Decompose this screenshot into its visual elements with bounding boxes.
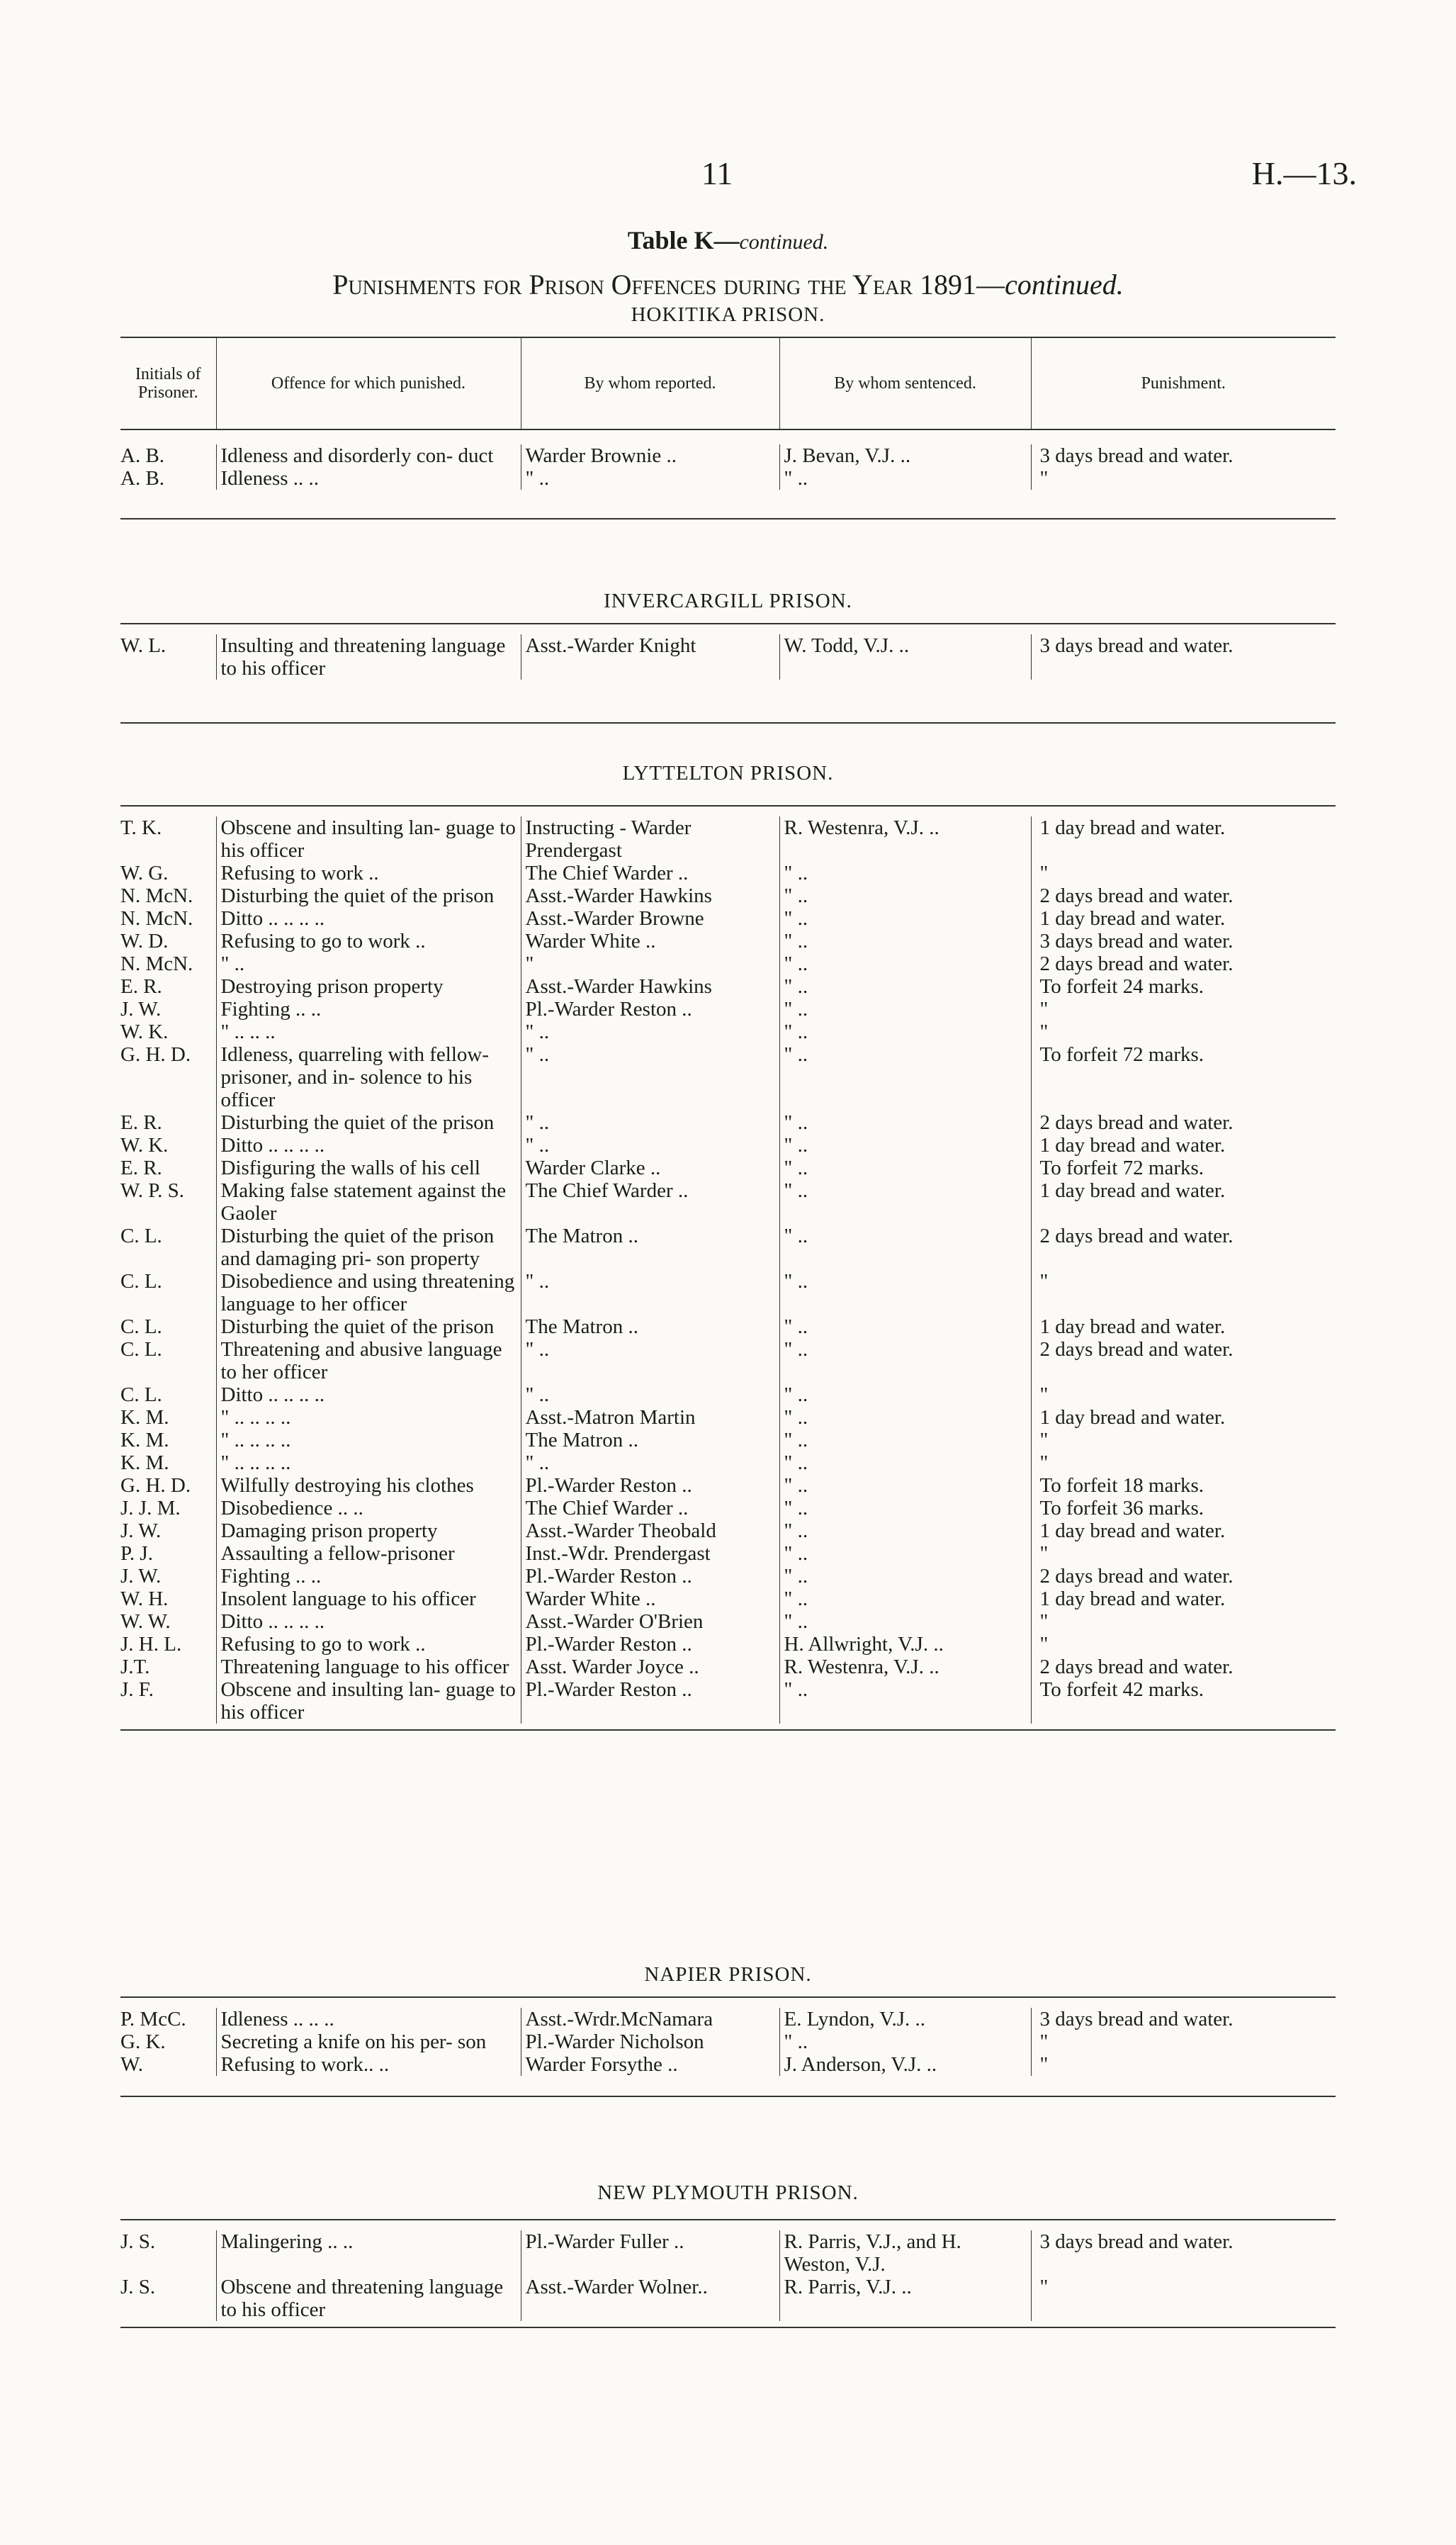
table-row: E. R. Disfiguring the walls of his cell Warder Clarke .. " .. To forfeit 72 marks. <box>120 1157 1336 1179</box>
table-row: C. L. Disobedience and using threatening language to her officer " .. " .. " <box>120 1270 1336 1315</box>
punishments-table <box>120 623 1336 724</box>
table-row: W. K. Ditto .. .. .. .. " .. " .. 1 day bread and water. <box>120 1134 1336 1157</box>
table-row: G. K. Secreting a knife on his per- son Pl.-Warder Nicholson " .. " <box>120 2030 1336 2053</box>
table-row: J. W. Fighting .. .. Pl.-Warder Reston .. " .. 2 days bread and water. <box>120 1565 1336 1588</box>
table-row: C. L. Disturbing the quiet of the prison The Matron .. " .. 1 day bread and water. <box>120 1315 1336 1338</box>
table-row: W. K. " .. .. .. " .. " .. " <box>120 1021 1336 1043</box>
punishments-table <box>120 2219 1336 2328</box>
table-row: E. R. Destroying prison property Asst.-Warder Hawkins " .. To forfeit 24 marks. <box>120 975 1336 998</box>
document-code: H.—13. <box>1251 155 1357 191</box>
table-row: A. B. Idleness and disorderly con- duct Warder Brownie .. J. Bevan, V.J. .. 3 days bread and water. <box>120 444 1336 467</box>
new-plymouth-section <box>120 2181 1336 2328</box>
table-row: N. McN. Ditto .. .. .. .. Asst.-Warder Browne " .. 1 day bread and water. <box>120 907 1336 930</box>
table-row: G. H. D. Idleness, quarreling with fellow-prisoner, and in- solence to his officer " .. " .. To forfeit 72 marks. <box>120 1043 1336 1111</box>
invercargill-section <box>120 590 1336 724</box>
punishments-table <box>120 805 1336 1731</box>
table-row: K. M. " .. .. .. .. Asst.-Matron Martin " .. 1 day bread and water. <box>120 1406 1336 1429</box>
napier-section <box>120 1963 1336 2097</box>
table-row: W. G. Refusing to work .. The Chief Warder .. " .. " <box>120 862 1336 884</box>
table-row: J. F. Obscene and insulting lan- guage to his officer Pl.-Warder Reston .. " .. To forfeit 42 marks. <box>120 1678 1336 1724</box>
table-row: N. McN. Disturbing the quiet of the prison Asst.-Warder Hawkins " .. 2 days bread and water. <box>120 884 1336 907</box>
prison-name: INVERCARGILL PRISON. <box>604 590 852 612</box>
table-row: N. McN. " .. " " .. 2 days bread and water. <box>120 953 1336 975</box>
header-sentenced: By whom sentenced. <box>779 337 1031 429</box>
header-punishment: Punishment. <box>1031 337 1336 429</box>
table-row: P. McC. Idleness .. .. .. Asst.-Wrdr.McNamara E. Lyndon, V.J. .. 3 days bread and water. <box>120 2008 1336 2030</box>
table-row: C. L. Ditto .. .. .. .. " .. " .. " <box>120 1383 1336 1406</box>
table-row: T. K. Obscene and insulting lan- guage to his officer Instructing - Warder Prendergast R. Westenra, V.J. .. 1 day bread and water. <box>120 816 1336 862</box>
table-row: A. B. Idleness .. .. " .. " .. " <box>120 467 1336 490</box>
table-row: E. R. Disturbing the quiet of the prison " .. " .. 2 days bread and water. <box>120 1111 1336 1134</box>
page-number: 11 <box>701 155 733 191</box>
table-row: G. H. D. Wilfully destroying his clothes Pl.-Warder Reston .. " .. To forfeit 18 marks. <box>120 1474 1336 1497</box>
table-row: J. H. L. Refusing to go to work .. Pl.-Warder Reston .. H. Allwright, V.J. .. " <box>120 1633 1336 1656</box>
header-offence: Offence for which punished. <box>216 337 521 429</box>
table-row: K. M. " .. .. .. .. " .. " .. " <box>120 1451 1336 1474</box>
table-row: W. P. S. Making false statement against the Gaoler The Chief Warder .. " .. 1 day bread and water. <box>120 1179 1336 1225</box>
header-initials: Initials of Prisoner. <box>135 365 201 402</box>
prison-name: LYTTELTON PRISON. <box>622 762 834 785</box>
prison-name: NAPIER PRISON. <box>644 1963 812 1986</box>
table-row: C. L. Disturbing the quiet of the prison and damaging pri- son property The Matron .. " .. 2 days bread and water. <box>120 1225 1336 1270</box>
punishments-table <box>120 337 1336 519</box>
table-row: J. W. Damaging prison property Asst.-Warder Theobald " .. 1 day bread and water. <box>120 1519 1336 1542</box>
lyttelton-section <box>120 762 1336 1731</box>
table-title: Table K—continued. <box>627 226 829 254</box>
table-row: J. S. Malingering .. .. Pl.-Warder Fuller .. R. Parris, V.J., and H. Weston, V.J. 3 days bread and water. <box>120 2230 1336 2276</box>
table-row: J. S. Obscene and threatening language to his officer Asst.-Warder Wolner.. R. Parris, V.J. .. " <box>120 2276 1336 2321</box>
table-row: J. W. Fighting .. .. Pl.-Warder Reston .. " .. " <box>120 998 1336 1021</box>
table-row: W. Refusing to work.. .. Warder Forsythe .. J. Anderson, V.J. .. " <box>120 2053 1336 2076</box>
table-row: W. L. Insulting and threatening language to his officer Asst.-Warder Knight W. Todd, V.J. .. 3 days bread and water. <box>120 634 1336 680</box>
prison-name: HOKITIKA PRISON. <box>631 303 825 326</box>
table-row: J.T. Threatening language to his officer Asst. Warder Joyce .. R. Westenra, V.J. .. 2 days bread and water. <box>120 1656 1336 1678</box>
table-subtitle: Punishments for Prison Offences during the Year 1891—continued. <box>332 269 1124 300</box>
table-row: W. H. Insolent language to his officer Warder White .. " .. 1 day bread and water. <box>120 1588 1336 1610</box>
table-row: J. J. M. Disobedience .. .. The Chief Warder .. " .. To forfeit 36 marks. <box>120 1497 1336 1519</box>
prison-name: NEW PLYMOUTH PRISON. <box>597 2181 859 2204</box>
punishments-table <box>120 1996 1336 2097</box>
hokitika-section <box>120 303 1336 519</box>
table-row: W. D. Refusing to go to work .. Warder White .. " .. 3 days bread and water. <box>120 930 1336 953</box>
table-row: C. L. Threatening and abusive language to her officer " .. " .. 2 days bread and water. <box>120 1338 1336 1383</box>
table-row: K. M. " .. .. .. .. The Matron .. " .. " <box>120 1429 1336 1451</box>
table-row: P. J. Assaulting a fellow-prisoner Inst.-Wdr. Prendergast " .. " <box>120 1542 1336 1565</box>
table-row: W. W. Ditto .. .. .. .. Asst.-Warder O'Brien " .. " <box>120 1610 1336 1633</box>
header-reported: By whom reported. <box>521 337 779 429</box>
